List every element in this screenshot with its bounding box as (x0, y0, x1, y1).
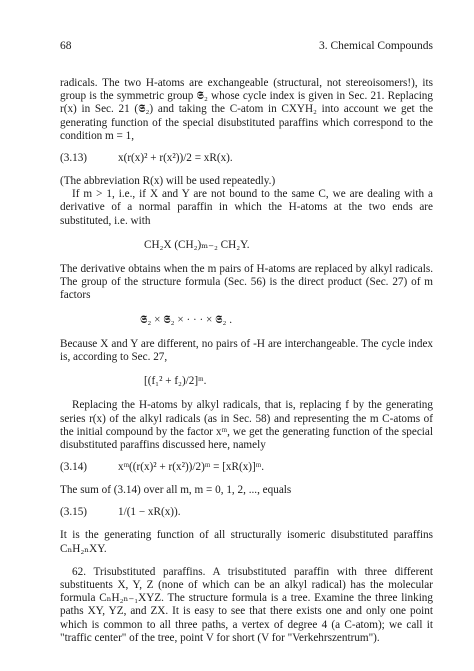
paragraph-trisubstituted: 62. Trisubstituted paraffins. A trisubstituted paraffin with three different substituents X, Y, Z (none of which can be an alkyl radical) has the molecular formula CₙH₂ₙ₋₁XYZ. The structure formula is a tree. Examine the three linking paths XY, YZ, and ZX. It is easy to see that there exists one and only one point which is common to all three paths, a vertex of degree 4 (a C-atom); we call it "traffic center" of the tree, point V for short (V for "Verkehrszentrum"). (60, 565, 433, 644)
equation-number: (3.15) (60, 506, 88, 519)
equation-number: (3.13) (60, 152, 88, 165)
paragraph-radicals: radicals. The two H-atoms are exchangeable (structural, not stereoisomers!), its group is the symmetric group 𝕾₂ whose cycle index is given in Sec. 21. Replacing r(x) in Sec. 21 (𝕾₂) and taking the C-atom in CXYH₂ into account we get the generating function of the special disubstituted paraffins which correspond to the condition m = 1, (60, 77, 433, 142)
equation-expression: xᵐ((r(x)² + r(x²))/2)ᵐ = [xR(x)]ᵐ. (118, 461, 265, 474)
formula-direct-product: 𝕾₂ × 𝕾₂ × · · · × 𝕾₂ . (140, 313, 233, 326)
equation-3-14 (60, 461, 433, 475)
page-body (60, 77, 433, 645)
equation-expression: x(r(x)² + r(x²))/2 = xR(x). (118, 152, 233, 165)
paragraph-m-greater-one: If m > 1, i.e., if X and Y are not bound to the same C, we are dealing with a derivative of a normal paraffin in which the H-atoms at the two ends are substituted, i.e. with (60, 188, 433, 227)
paragraph-replacing: Replacing the H-atoms by alkyl radicals, that is, replacing f by the generating series r(x) of the alkyl radicals (as in Sec. 58) and representing the m C-atoms of the initial compound by the factor xᵐ, we get the generating function of the special disubstituted paraffins discussed here, namely (60, 399, 433, 452)
equation-3-15 (60, 506, 433, 520)
chapter-title: 3. Chemical Compounds (318, 40, 433, 52)
formula-cycle-index: [(f₁² + f₂)/2]ᵐ. (144, 375, 207, 388)
page-header (60, 40, 433, 54)
paragraph-derivative: The derivative obtains when the m pairs of H-atoms are replaced by alkyl radicals. The group of the structure formula (Sec. 56) is the direct product (Sec. 27) of m factors (60, 263, 433, 302)
paragraph-abbreviation: (The abbreviation R(x) will be used repeatedly.) (60, 175, 276, 188)
equation-number: (3.14) (60, 461, 88, 474)
paragraph-sum: The sum of (3.14) over all m, m = 0, 1, 2, ..., equals (60, 484, 292, 497)
formula-normal-paraffin: CH₂X (CH₂)ₘ₋₂ CH₂Y. (144, 238, 250, 251)
equation-expression: 1/(1 − xR(x)). (118, 506, 181, 519)
paragraph-cycle-index: Because X and Y are different, no pairs of -H are interchangeable. The cycle index is, according to Sec. 27, (60, 337, 433, 364)
equation-3-13 (60, 152, 433, 166)
page-number: 68 (60, 40, 72, 52)
paragraph-generating-function: It is the generating function of all structurally isomeric disubstituted paraffins CₙH₂ₙXY. (60, 529, 433, 555)
